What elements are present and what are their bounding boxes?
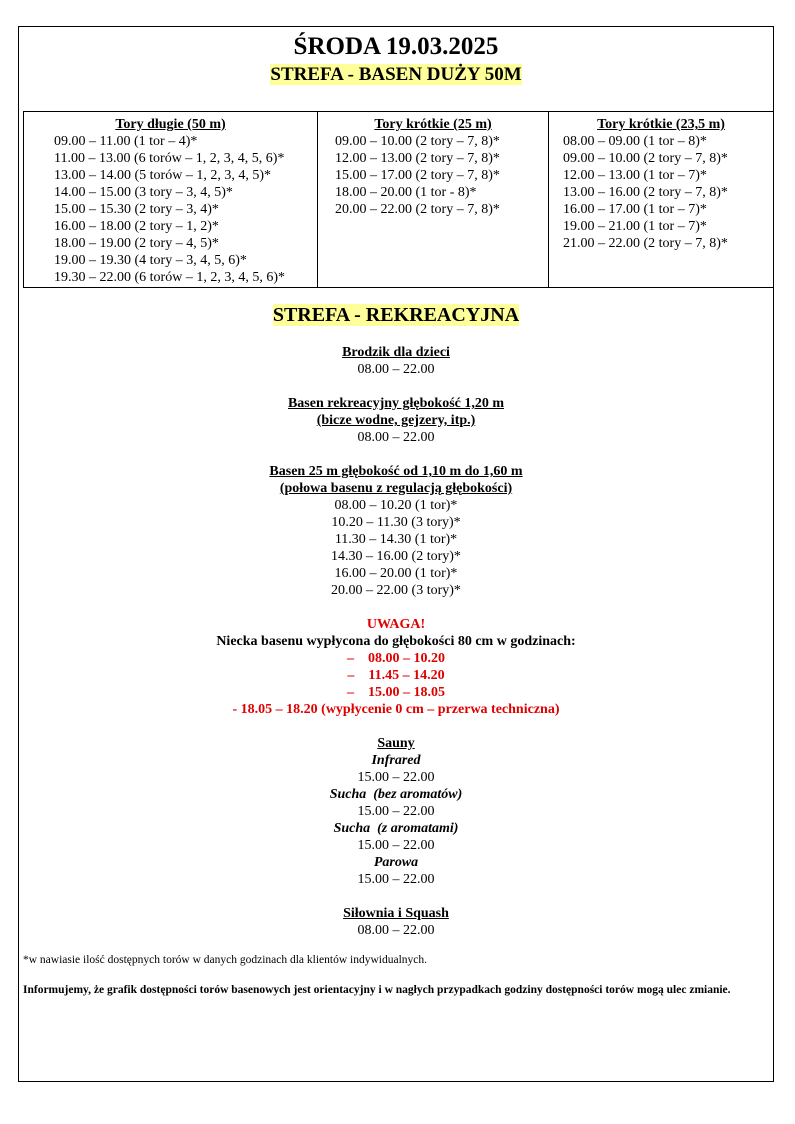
lane-slot: 09.00 – 10.00 (2 tory – 7, 8)* [335,134,500,149]
short235-lanes-list [549,133,773,252]
warning-text: Niecka basenu wypłycona do głębokości 80 cm w godzinach: [216,634,576,649]
sauna-type-name: Parowa [373,855,419,870]
lanes-footnote: *w nawiasie ilość dostępnych torów w danych godzinach dla klientów indywidualnych. [23,954,428,966]
lane-slot: 19.30 – 22.00 (6 torów – 1, 2, 3, 4, 5, 6)* [54,270,285,285]
long-lanes-heading: Tory długie (50 m) [115,117,226,132]
sauna-type-hours: 15.00 – 22.00 [357,838,435,853]
lane-slot: 13.00 – 16.00 (2 tory – 7, 8)* [563,185,728,200]
lane-slot: 16.00 – 17.00 (1 tor – 7)* [563,202,707,217]
lane-slot: 13.00 – 14.00 (5 torów – 1, 2, 3, 4, 5)* [54,168,271,183]
rec-pool-hours: 08.00 – 22.00 [357,430,435,445]
recreation-section [19,344,773,939]
zone-big-pool-heading [19,64,773,86]
pool25-slot: 14.30 – 16.00 (2 tory)* [331,549,461,564]
pool25-slot: 20.00 – 22.00 (3 tory)* [331,583,461,598]
pool25-slot: 11.30 – 14.30 (1 tor)* [334,532,458,547]
long-lanes-list [24,133,317,286]
lane-slot: 12.00 – 13.00 (1 tor – 7)* [563,168,707,183]
lane-slot: 09.00 – 10.00 (2 tory – 7, 8)* [563,151,728,166]
lane-slot: 20.00 – 22.00 (2 tory – 7, 8)* [335,202,500,217]
lane-slot: 21.00 – 22.00 (2 tory – 7, 8)* [563,236,728,251]
warning-time: – 08.00 – 10.20 [347,651,445,666]
short25-lanes-list [318,133,548,218]
kids-pool-title: Brodzik dla dzieci [342,345,450,360]
zone-big-pool-label: STREFA - BASEN DUŻY 50M [270,64,522,85]
sauna-type-hours: 15.00 – 22.00 [357,872,435,887]
lane-slot: 19.00 – 19.30 (4 tory – 3, 4, 5, 6)* [54,253,247,268]
pool25-slot: 16.00 – 20.00 (1 tor)* [334,566,458,581]
sauna-type-name: Sucha (bez aromatów) [329,787,463,802]
kids-pool-hours: 08.00 – 22.00 [357,362,435,377]
lane-slot: 11.00 – 13.00 (6 torów – 1, 2, 3, 4, 5, 6)* [54,151,285,166]
zone-recreation-heading [19,303,773,327]
sauna-type-hours: 15.00 – 22.00 [357,804,435,819]
zone-recreation-label: STREFA - REKREACYJNA [272,304,520,326]
rec-pool-title: Basen rekreacyjny głębokość 1,20 m [287,396,505,411]
short235-lanes-column [549,112,774,288]
warning-technical-break: - 18.05 – 18.20 (wypłycenie 0 cm – przerwa techniczna) [232,702,560,717]
pool25-subtitle: (połowa basenu z regulacją głębokości) [279,481,513,496]
lane-slot: 14.00 – 15.00 (3 tory – 3, 4, 5)* [54,185,233,200]
gym-title: Siłownia i Squash [343,906,449,921]
lane-slot: 19.00 – 21.00 (1 tor – 7)* [563,219,707,234]
warning-time: – 11.45 – 14.20 [347,668,445,683]
schedule-disclaimer: Informujemy, że grafik dostępności torów basenowych jest orientacyjny i w nagłych przypadkach godziny dostępności torów mogą ulec zmianie. [23,984,731,996]
long-lanes-column [24,112,318,288]
pool25-title: Basen 25 m głębokość od 1,10 m do 1,60 m [269,464,523,479]
lane-slot: 18.00 – 20.00 (1 tor - 8)* [335,185,477,200]
short235-lanes-heading: Tory krótkie (23,5 m) [597,117,725,132]
lane-slot: 18.00 – 19.00 (2 tory – 4, 5)* [54,236,219,251]
lane-slot: 16.00 – 18.00 (2 tory – 1, 2)* [54,219,219,234]
saunas-title: Sauny [377,736,415,751]
warning-time: – 15.00 – 18.05 [347,685,445,700]
pool25-slot: 10.20 – 11.30 (3 tory)* [331,515,461,530]
short25-lanes-column [318,112,549,288]
schedule-page [18,26,774,1082]
sauna-type-name: Sucha (z aromatami) [333,821,459,836]
lane-slot: 15.00 – 15.30 (2 tory – 3, 4)* [54,202,219,217]
warning-label: UWAGA! [366,617,426,632]
lane-slot: 09.00 – 11.00 (1 tor – 4)* [54,134,198,149]
lanes-table [23,111,774,288]
rec-pool-subtitle: (bicze wodne, gejzery, itp.) [316,413,476,428]
sauna-type-name: Infrared [371,753,421,768]
short25-lanes-heading: Tory krótkie (25 m) [374,117,492,132]
lane-slot: 08.00 – 09.00 (1 tor – 8)* [563,134,707,149]
sauna-type-hours: 15.00 – 22.00 [357,770,435,785]
lane-slot: 12.00 – 13.00 (2 tory – 7, 8)* [335,151,500,166]
page-title: ŚRODA 19.03.2025 [293,33,499,60]
pool25-slot: 08.00 – 10.20 (1 tor)* [334,498,458,513]
lane-slot: 15.00 – 17.00 (2 tory – 7, 8)* [335,168,500,183]
gym-hours: 08.00 – 22.00 [357,923,435,938]
